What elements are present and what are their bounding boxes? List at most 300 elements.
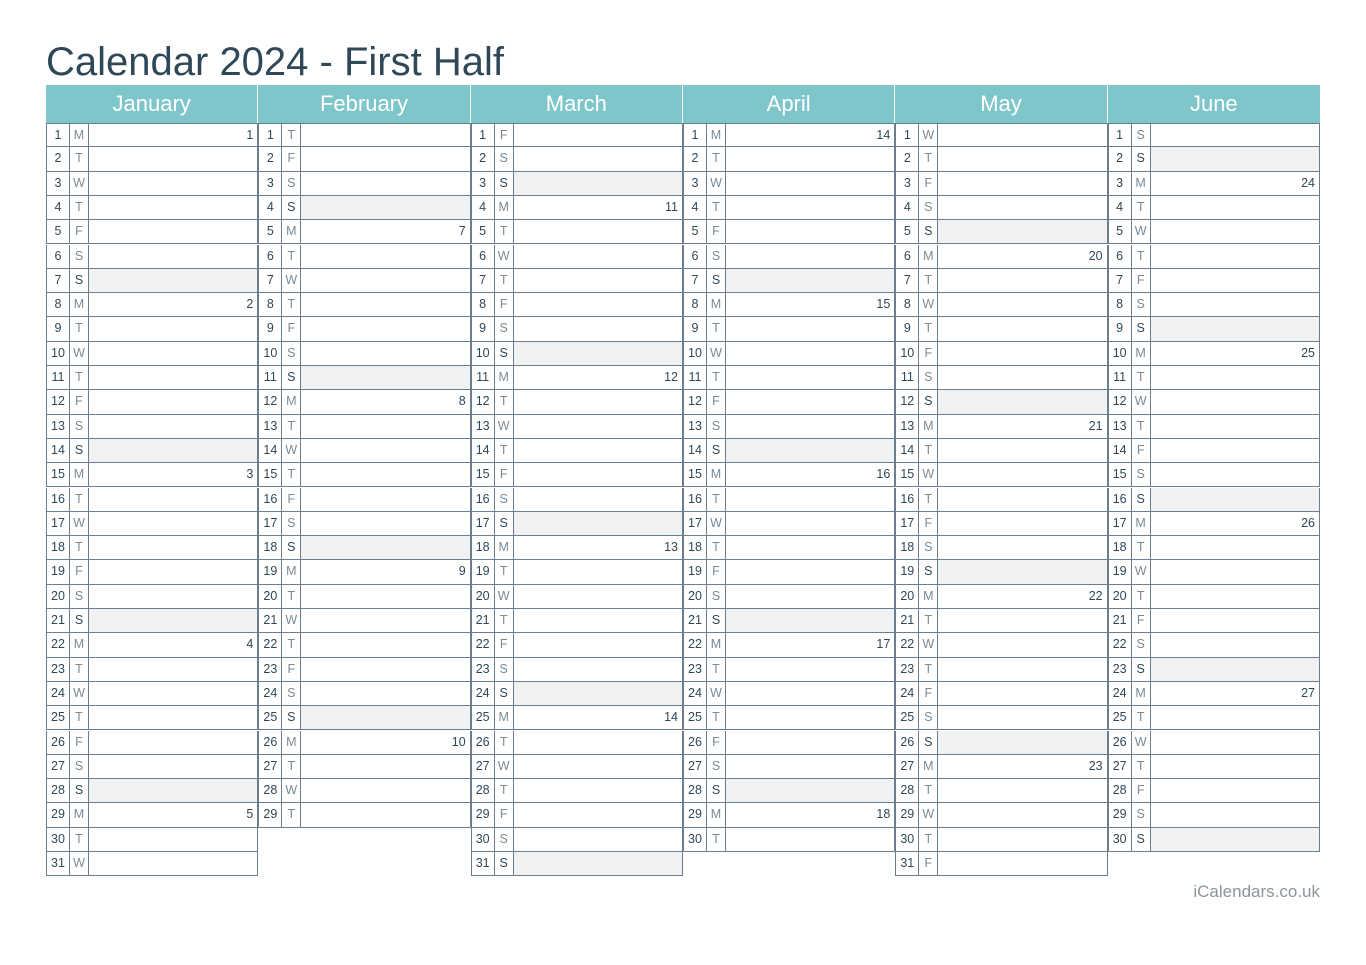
day-note <box>1151 317 1320 340</box>
day-row <box>895 317 1107 341</box>
day-number: 16 <box>471 488 495 511</box>
day-row <box>46 633 258 657</box>
day-note <box>301 172 470 195</box>
day-note <box>1151 366 1320 389</box>
day-number: 16 <box>46 488 70 511</box>
page-title: Calendar 2024 - First Half <box>46 40 504 84</box>
day-of-week: T <box>707 658 726 681</box>
day-of-week: F <box>707 560 726 583</box>
day-note <box>514 147 683 170</box>
day-of-week: W <box>282 269 301 292</box>
week-number: 20 <box>938 245 1107 268</box>
week-number: 24 <box>1151 172 1320 195</box>
day-number: 21 <box>895 609 919 632</box>
day-row <box>46 609 258 633</box>
day-row <box>258 196 470 220</box>
day-of-week: F <box>282 317 301 340</box>
day-row <box>895 731 1107 755</box>
day-note <box>1151 488 1320 511</box>
day-note <box>514 609 683 632</box>
day-of-week: T <box>495 609 514 632</box>
day-row <box>471 172 683 196</box>
day-of-week: W <box>70 172 89 195</box>
day-of-week: F <box>70 220 89 243</box>
day-row <box>46 755 258 779</box>
day-row <box>471 658 683 682</box>
day-row <box>46 172 258 196</box>
day-number: 19 <box>895 560 919 583</box>
day-number: 18 <box>46 536 70 559</box>
day-row <box>258 342 470 366</box>
day-number: 22 <box>1108 633 1132 656</box>
week-number: 14 <box>514 706 683 729</box>
day-number: 23 <box>46 658 70 681</box>
day-of-week: S <box>919 536 938 559</box>
day-number: 10 <box>46 342 70 365</box>
day-number: 30 <box>683 828 707 851</box>
day-number: 9 <box>683 317 707 340</box>
day-of-week: S <box>919 560 938 583</box>
day-number: 7 <box>471 269 495 292</box>
day-note <box>1151 658 1320 681</box>
day-note <box>938 536 1107 559</box>
day-of-week: W <box>1132 731 1151 754</box>
day-of-week: S <box>495 682 514 705</box>
day-of-week: S <box>919 366 938 389</box>
day-number: 31 <box>895 852 919 875</box>
day-row <box>683 317 895 341</box>
day-row <box>683 220 895 244</box>
day-number: 12 <box>895 390 919 413</box>
day-number: 26 <box>471 731 495 754</box>
day-of-week: S <box>282 342 301 365</box>
week-number: 1 <box>89 124 258 146</box>
day-number: 29 <box>471 803 495 826</box>
day-row <box>683 488 895 512</box>
day-note <box>938 609 1107 632</box>
day-row <box>1108 706 1320 730</box>
day-of-week: T <box>495 439 514 462</box>
day-of-week: W <box>707 682 726 705</box>
day-row <box>471 633 683 657</box>
day-of-week: T <box>919 779 938 802</box>
day-number: 22 <box>46 633 70 656</box>
day-of-week: S <box>1132 488 1151 511</box>
day-of-week: T <box>282 415 301 438</box>
day-of-week: T <box>70 317 89 340</box>
day-note <box>938 463 1107 486</box>
day-number: 5 <box>46 220 70 243</box>
day-row <box>683 585 895 609</box>
day-of-week: M <box>707 463 726 486</box>
day-number: 30 <box>1108 828 1132 851</box>
day-number: 15 <box>1108 463 1132 486</box>
week-number: 8 <box>301 390 470 413</box>
day-number: 12 <box>46 390 70 413</box>
day-row <box>46 803 258 827</box>
day-number: 13 <box>258 415 282 438</box>
day-note <box>726 245 895 268</box>
day-number: 3 <box>1108 172 1132 195</box>
day-row <box>683 342 895 366</box>
day-row <box>258 245 470 269</box>
day-of-week: T <box>1132 415 1151 438</box>
day-of-week: T <box>1132 755 1151 778</box>
day-of-week: F <box>495 463 514 486</box>
day-number: 12 <box>471 390 495 413</box>
day-of-week: T <box>919 609 938 632</box>
day-number: 3 <box>258 172 282 195</box>
day-row <box>895 609 1107 633</box>
week-number: 3 <box>89 463 258 486</box>
day-row <box>895 682 1107 706</box>
day-row <box>471 245 683 269</box>
day-number: 31 <box>46 852 70 875</box>
week-number: 22 <box>938 585 1107 608</box>
day-number: 22 <box>471 633 495 656</box>
day-note <box>301 779 470 802</box>
day-of-week: W <box>282 439 301 462</box>
day-row <box>895 658 1107 682</box>
day-note <box>726 682 895 705</box>
day-of-week: M <box>282 220 301 243</box>
day-of-week: M <box>1132 682 1151 705</box>
day-number: 7 <box>895 269 919 292</box>
day-row <box>471 439 683 463</box>
day-note <box>938 731 1107 754</box>
day-number: 25 <box>258 706 282 729</box>
day-of-week: T <box>282 755 301 778</box>
day-row <box>683 123 895 147</box>
day-number: 3 <box>895 172 919 195</box>
day-note <box>89 172 258 195</box>
day-number: 23 <box>895 658 919 681</box>
day-note <box>938 706 1107 729</box>
day-row <box>471 706 683 730</box>
day-of-week: T <box>495 269 514 292</box>
day-number: 2 <box>895 147 919 170</box>
day-row <box>258 706 470 730</box>
day-of-week: S <box>495 342 514 365</box>
day-number: 13 <box>895 415 919 438</box>
week-number: 27 <box>1151 682 1320 705</box>
day-of-week: M <box>70 803 89 826</box>
day-note <box>938 488 1107 511</box>
day-row <box>471 585 683 609</box>
day-note <box>301 245 470 268</box>
day-row <box>683 658 895 682</box>
day-row <box>1108 439 1320 463</box>
day-number: 17 <box>471 512 495 535</box>
day-row <box>46 245 258 269</box>
day-of-week: T <box>1132 585 1151 608</box>
week-number: 11 <box>514 196 683 219</box>
day-note <box>938 147 1107 170</box>
day-note <box>301 706 470 729</box>
day-number: 26 <box>1108 731 1132 754</box>
day-of-week: T <box>70 488 89 511</box>
day-of-week: S <box>707 415 726 438</box>
month-column <box>471 85 683 870</box>
day-number: 23 <box>1108 658 1132 681</box>
day-note <box>1151 585 1320 608</box>
day-number: 25 <box>46 706 70 729</box>
day-of-week: W <box>919 633 938 656</box>
day-row <box>46 415 258 439</box>
day-note <box>938 269 1107 292</box>
day-row <box>895 366 1107 390</box>
day-of-week: T <box>282 124 301 146</box>
week-number: 18 <box>726 803 895 826</box>
day-number: 10 <box>471 342 495 365</box>
day-row <box>1108 342 1320 366</box>
day-note <box>1151 803 1320 826</box>
day-of-week: S <box>495 512 514 535</box>
day-of-week: T <box>1132 196 1151 219</box>
day-row <box>683 463 895 487</box>
day-note <box>1151 245 1320 268</box>
day-number: 22 <box>895 633 919 656</box>
day-row <box>46 828 258 852</box>
day-of-week: S <box>1132 317 1151 340</box>
day-note <box>89 828 258 851</box>
day-note <box>514 755 683 778</box>
day-row <box>683 269 895 293</box>
day-note <box>89 342 258 365</box>
day-of-week: T <box>282 803 301 826</box>
day-number: 19 <box>258 560 282 583</box>
day-of-week: S <box>707 585 726 608</box>
day-row <box>895 439 1107 463</box>
day-number: 11 <box>471 366 495 389</box>
day-note <box>301 317 470 340</box>
day-row <box>46 779 258 803</box>
day-number: 28 <box>471 779 495 802</box>
day-row <box>258 682 470 706</box>
day-of-week: W <box>495 245 514 268</box>
day-note <box>726 512 895 535</box>
day-number: 14 <box>258 439 282 462</box>
day-note <box>301 488 470 511</box>
day-note <box>726 779 895 802</box>
day-number: 20 <box>258 585 282 608</box>
day-row <box>683 560 895 584</box>
day-note <box>514 415 683 438</box>
day-number: 11 <box>258 366 282 389</box>
day-number: 8 <box>1108 293 1132 316</box>
footer-credit: iCalendars.co.uk <box>1193 882 1320 901</box>
day-note <box>89 536 258 559</box>
day-note <box>514 220 683 243</box>
day-row <box>258 366 470 390</box>
day-of-week: T <box>707 317 726 340</box>
day-note <box>1151 609 1320 632</box>
day-of-week: T <box>707 366 726 389</box>
day-of-week: W <box>707 172 726 195</box>
day-row <box>1108 512 1320 536</box>
day-note <box>301 803 470 826</box>
day-of-week: F <box>70 560 89 583</box>
day-number: 24 <box>46 682 70 705</box>
day-note <box>1151 220 1320 243</box>
day-of-week: F <box>1132 779 1151 802</box>
day-of-week: T <box>70 706 89 729</box>
day-number: 22 <box>258 633 282 656</box>
day-row <box>258 779 470 803</box>
day-of-week: T <box>495 560 514 583</box>
day-note <box>1151 196 1320 219</box>
day-note <box>514 463 683 486</box>
day-number: 6 <box>895 245 919 268</box>
day-number: 23 <box>683 658 707 681</box>
day-of-week: M <box>1132 512 1151 535</box>
day-of-week: M <box>707 803 726 826</box>
day-note <box>514 172 683 195</box>
day-of-week: S <box>495 488 514 511</box>
day-number: 9 <box>46 317 70 340</box>
day-row <box>683 828 895 852</box>
day-of-week: M <box>70 293 89 316</box>
day-row <box>46 269 258 293</box>
day-note <box>726 585 895 608</box>
day-of-week: W <box>707 512 726 535</box>
day-note <box>301 658 470 681</box>
day-number: 14 <box>895 439 919 462</box>
day-row <box>1108 245 1320 269</box>
day-number: 31 <box>471 852 495 875</box>
day-number: 30 <box>471 828 495 851</box>
day-of-week: F <box>495 633 514 656</box>
day-number: 27 <box>471 755 495 778</box>
day-of-week: S <box>282 682 301 705</box>
day-note <box>938 317 1107 340</box>
day-of-week: S <box>70 755 89 778</box>
day-note <box>726 560 895 583</box>
day-row <box>683 390 895 414</box>
day-note <box>89 609 258 632</box>
day-number: 3 <box>683 172 707 195</box>
day-number: 27 <box>683 755 707 778</box>
day-number: 25 <box>683 706 707 729</box>
day-row <box>471 317 683 341</box>
day-note <box>726 755 895 778</box>
day-number: 15 <box>258 463 282 486</box>
day-note <box>938 560 1107 583</box>
day-note <box>514 828 683 851</box>
day-of-week: W <box>70 852 89 875</box>
day-number: 8 <box>683 293 707 316</box>
day-of-week: S <box>707 779 726 802</box>
day-row <box>46 852 258 876</box>
day-row <box>1108 609 1320 633</box>
day-note <box>726 317 895 340</box>
day-number: 23 <box>471 658 495 681</box>
day-note <box>514 731 683 754</box>
day-row <box>46 439 258 463</box>
day-of-week: T <box>919 488 938 511</box>
day-row <box>1108 731 1320 755</box>
day-row <box>895 342 1107 366</box>
day-number: 18 <box>683 536 707 559</box>
day-of-week: S <box>919 390 938 413</box>
day-note <box>89 731 258 754</box>
day-note <box>514 658 683 681</box>
day-row <box>895 512 1107 536</box>
day-note <box>726 609 895 632</box>
day-number: 11 <box>1108 366 1132 389</box>
day-of-week: W <box>495 755 514 778</box>
day-of-week: T <box>282 633 301 656</box>
day-number: 16 <box>895 488 919 511</box>
day-note <box>938 124 1107 146</box>
day-number: 14 <box>471 439 495 462</box>
day-row <box>258 147 470 171</box>
day-number: 12 <box>1108 390 1132 413</box>
day-note <box>726 220 895 243</box>
day-note <box>89 755 258 778</box>
day-row <box>46 658 258 682</box>
day-of-week: S <box>1132 147 1151 170</box>
week-number: 17 <box>726 633 895 656</box>
day-number: 26 <box>46 731 70 754</box>
day-row <box>471 779 683 803</box>
day-note <box>89 512 258 535</box>
day-row <box>1108 123 1320 147</box>
day-of-week: T <box>919 439 938 462</box>
day-of-week: F <box>919 852 938 875</box>
day-row <box>46 560 258 584</box>
day-note <box>1151 463 1320 486</box>
day-number: 18 <box>471 536 495 559</box>
week-number: 9 <box>301 560 470 583</box>
day-of-week: M <box>919 415 938 438</box>
day-number: 17 <box>258 512 282 535</box>
day-of-week: S <box>495 317 514 340</box>
day-row <box>471 342 683 366</box>
day-of-week: S <box>919 220 938 243</box>
day-row <box>46 488 258 512</box>
day-note <box>938 439 1107 462</box>
day-of-week: T <box>495 220 514 243</box>
day-note <box>726 147 895 170</box>
day-note <box>514 488 683 511</box>
day-of-week: T <box>1132 706 1151 729</box>
day-note <box>301 585 470 608</box>
day-note <box>89 147 258 170</box>
day-row <box>471 755 683 779</box>
day-row <box>683 731 895 755</box>
day-of-week: S <box>919 196 938 219</box>
day-of-week: M <box>495 706 514 729</box>
day-row <box>258 536 470 560</box>
day-of-week: S <box>1132 463 1151 486</box>
day-number: 29 <box>258 803 282 826</box>
day-of-week: T <box>495 731 514 754</box>
day-number: 13 <box>471 415 495 438</box>
day-number: 2 <box>683 147 707 170</box>
day-row <box>683 755 895 779</box>
day-number: 26 <box>258 731 282 754</box>
day-number: 8 <box>895 293 919 316</box>
day-number: 3 <box>471 172 495 195</box>
day-of-week: F <box>70 390 89 413</box>
day-of-week: T <box>919 147 938 170</box>
day-of-week: S <box>1132 828 1151 851</box>
day-number: 6 <box>683 245 707 268</box>
day-row <box>683 196 895 220</box>
day-row <box>471 731 683 755</box>
day-note <box>1151 633 1320 656</box>
